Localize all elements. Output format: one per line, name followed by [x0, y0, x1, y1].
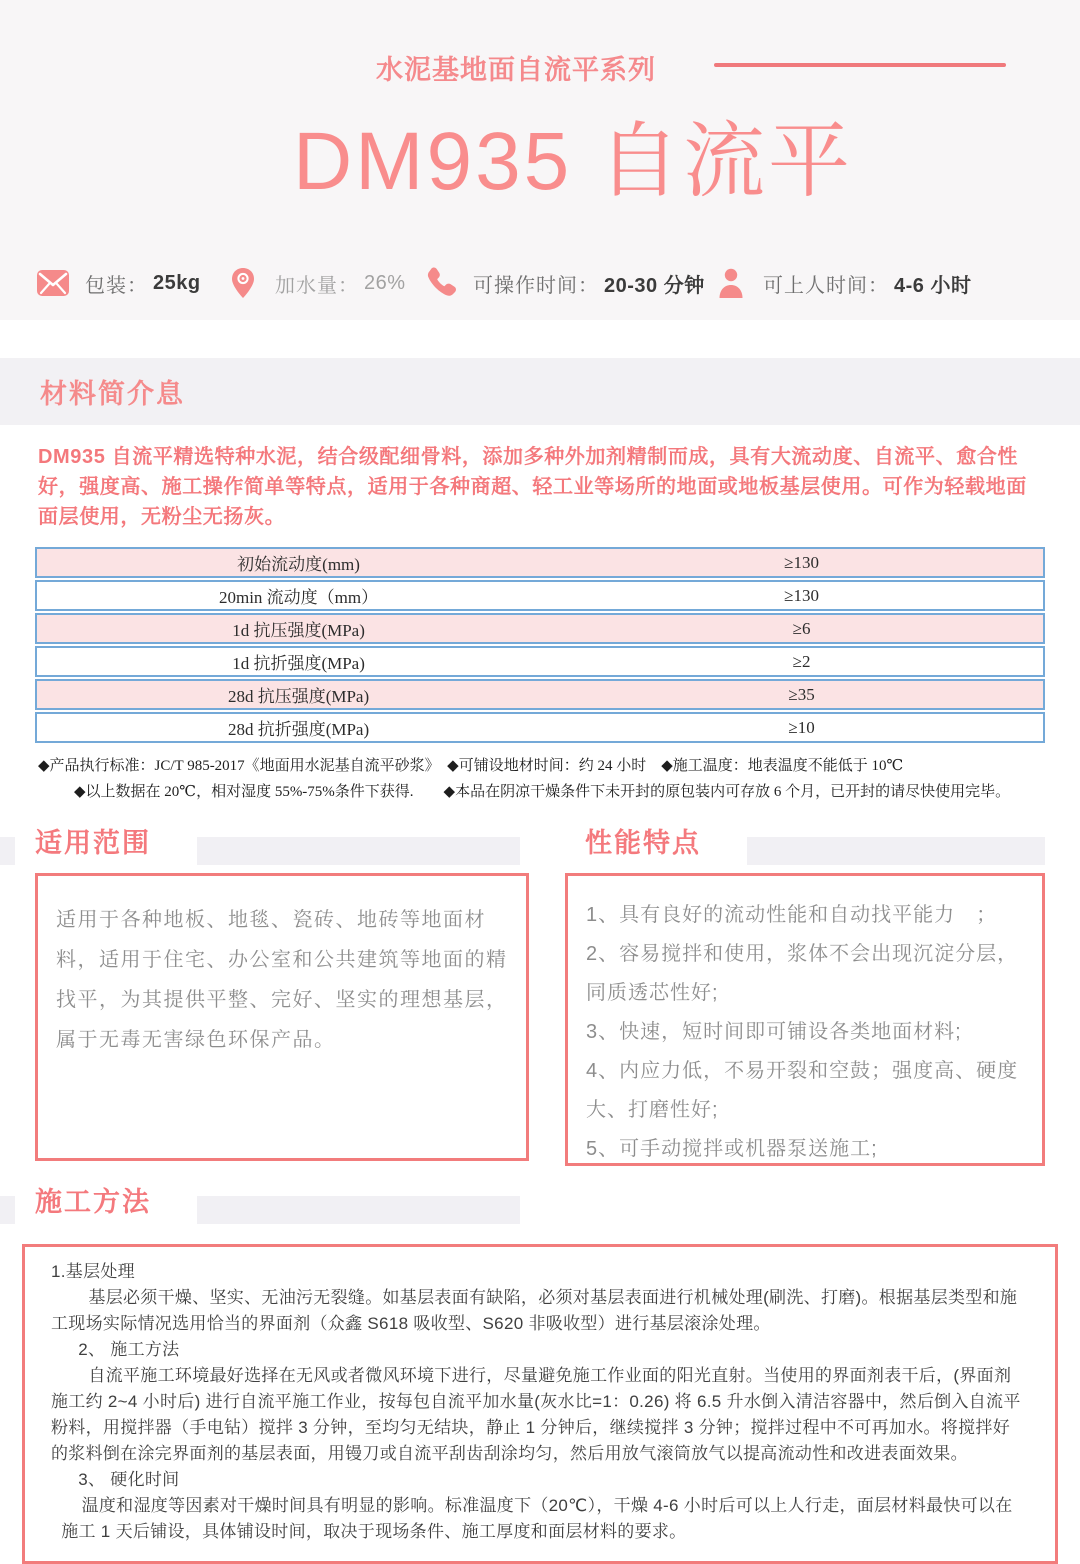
- method-box: [22, 1244, 1058, 1564]
- method-step-body: 温度和湿度等因素对干燥时间具有明显的影响。标准温度下（20℃），干燥 4-6 小时后可以上人行走，面层材料最快可以在施工 1 天后铺设，具体铺设时间，取决于现场条件、施工厚度和面层材料的要求。: [61, 1496, 1013, 1541]
- property-value: ≥35: [788, 684, 815, 704]
- spec-label: 包装：: [85, 274, 148, 297]
- property-name: 初始流动度(mm): [237, 555, 360, 574]
- property-name: 1d 抗压强度(MPa): [232, 621, 365, 640]
- phone-icon: [424, 266, 458, 300]
- property-value: ≥2: [792, 651, 811, 671]
- series-decorative-line: [714, 63, 1006, 67]
- person-icon: [714, 266, 748, 300]
- method-step-body: 基层必须干燥、坚实、无油污无裂缝。如基层表面有缺陷，必须对基层表面进行机械处理(刷洗、打磨)。根据基层类型和施工现场实际情况选用恰当的界面剂（众鑫 S618 吸收型、S620 非吸收型）进行基层滚涂处理。: [51, 1288, 1018, 1333]
- application-column: [35, 823, 529, 1166]
- spec-item-walkable-time: [714, 266, 971, 300]
- intro-heading-band: [0, 358, 1080, 425]
- property-value: ≥130: [784, 585, 819, 605]
- hero-section: [0, 0, 1080, 320]
- application-heading: 适用范围: [15, 823, 197, 869]
- envelope-icon: [36, 266, 70, 300]
- features-heading: 性能特点: [565, 823, 747, 869]
- table-row: [35, 580, 1045, 611]
- application-box: 适用于各种地板、地毯、瓷砖、地砖等地面材料，适用于住宅、办公室和公共建筑等地面的精找平，为其提供平整、完好、坚实的理想基层，属于无毒无害绿色环保产品。: [35, 873, 529, 1161]
- property-name: 1d 抗折强度(MPa): [232, 654, 365, 673]
- feature-item: 1、具有良好的流动性能和自动找平能力 ；: [586, 904, 998, 926]
- intro-paragraph: DM935 自流平精选特种水泥，结合级配细骨料，添加多种外加剂精制而成，具有大流动度、自流平、愈合性好，强度高、施工操作简单等特点，适用于各种商超、轻工业等场所的地面或地板基层使用。可作为轻载地面面层使用，无粉尘无扬灰。: [38, 446, 1027, 528]
- property-value: ≥130: [784, 552, 819, 572]
- table-row: [35, 613, 1045, 644]
- feature-item: 4、内应力低，不易开裂和空鼓；强度高、硬度大、打磨性好;: [586, 1060, 1019, 1121]
- spec-label: 加水量：: [275, 274, 359, 297]
- method-step-title: 2、 施工方法: [78, 1340, 180, 1359]
- two-column-section: [35, 823, 1045, 1166]
- method-step-title: 1.基层处理: [51, 1262, 135, 1281]
- spec-label: 可操作时间：: [473, 274, 599, 297]
- intro-heading: 材料简介息: [40, 379, 185, 409]
- spec-item-water: [226, 266, 406, 300]
- product-title: DM935 自流平: [292, 116, 854, 207]
- footnotes: [38, 753, 1042, 805]
- feature-item: 2、容易搅拌和使用，浆体不会出现沉淀分层，同质透芯性好;: [586, 943, 1019, 1004]
- footnote-line: ◆以上数据在 20℃，相对湿度 55%-75%条件下获得. ◆本品在阴凉干燥条件下未开封的原包装内可存放 6 个月，已开封的请尽快使用完毕。: [74, 784, 1011, 800]
- table-row: [35, 679, 1045, 710]
- method-header: [35, 1182, 1080, 1232]
- feature-item: 3、快速，短时间即可铺设各类地面材料;: [586, 1021, 962, 1043]
- spec-summary-bar: [0, 266, 1080, 310]
- method-heading: 施工方法: [15, 1182, 197, 1228]
- table-row: [35, 646, 1045, 677]
- table-row: [35, 547, 1045, 578]
- spec-value: 20-30 分钟: [604, 274, 705, 297]
- property-name: 28d 抗折强度(MPa): [227, 720, 370, 739]
- spec-value: 26%: [364, 271, 406, 294]
- table-row: [35, 712, 1045, 743]
- property-value: ≥10: [788, 717, 815, 737]
- footnote-line: ◆产品执行标准：JC/T 985-2017《地面用水泥基自流平砂浆》 ◆可铺设地材时间：约 24 小时 ◆施工温度：地表温度不能低于 10℃: [38, 758, 904, 774]
- property-name: 20min 流动度（mm）: [218, 588, 379, 607]
- property-value: ≥6: [792, 618, 811, 638]
- properties-table: [35, 547, 1045, 743]
- features-column: [565, 823, 1045, 1166]
- location-pin-icon: [226, 266, 260, 300]
- feature-item: 5、可手动搅拌或机器泵送施工;: [586, 1138, 878, 1160]
- property-name: 28d 抗压强度(MPa): [227, 687, 370, 706]
- spec-label: 可上人时间：: [763, 274, 889, 297]
- application-header: [35, 823, 529, 873]
- series-label: 水泥基地面自流平系列: [376, 55, 656, 85]
- method-step-title: 3、 硬化时间: [78, 1470, 180, 1489]
- features-box: [565, 873, 1045, 1166]
- spec-item-package: [36, 266, 201, 300]
- features-header: [565, 823, 1045, 873]
- spec-item-working-time: [424, 266, 705, 300]
- spec-value: 4-6 小时: [894, 274, 972, 297]
- method-step-body: 自流平施工环境最好选择在无风或者微风环境下进行，尽量避免施工作业面的阳光直射。当使用的界面剂表干后，(界面剂施工约 2~4 小时后) 进行自流平施工作业，按每包自流平加水量(灰水比=1：0.26) 将 6.5 升水倒入清洁容器中，然后倒入自流平粉料，用搅拌器（手电钻）搅拌 3 分钟，至均匀无结块，静止 1 分钟后，继续搅拌 3 分钟；搅拌过程中不可再加水。将搅拌好的浆料倒在涂完界面剂的基层表面，用镘刀或自流平刮齿刮涂均匀，然后用放气滚筒放气以提高流动性和改进表面效果。: [51, 1366, 1021, 1463]
- spec-value: 25kg: [153, 271, 201, 294]
